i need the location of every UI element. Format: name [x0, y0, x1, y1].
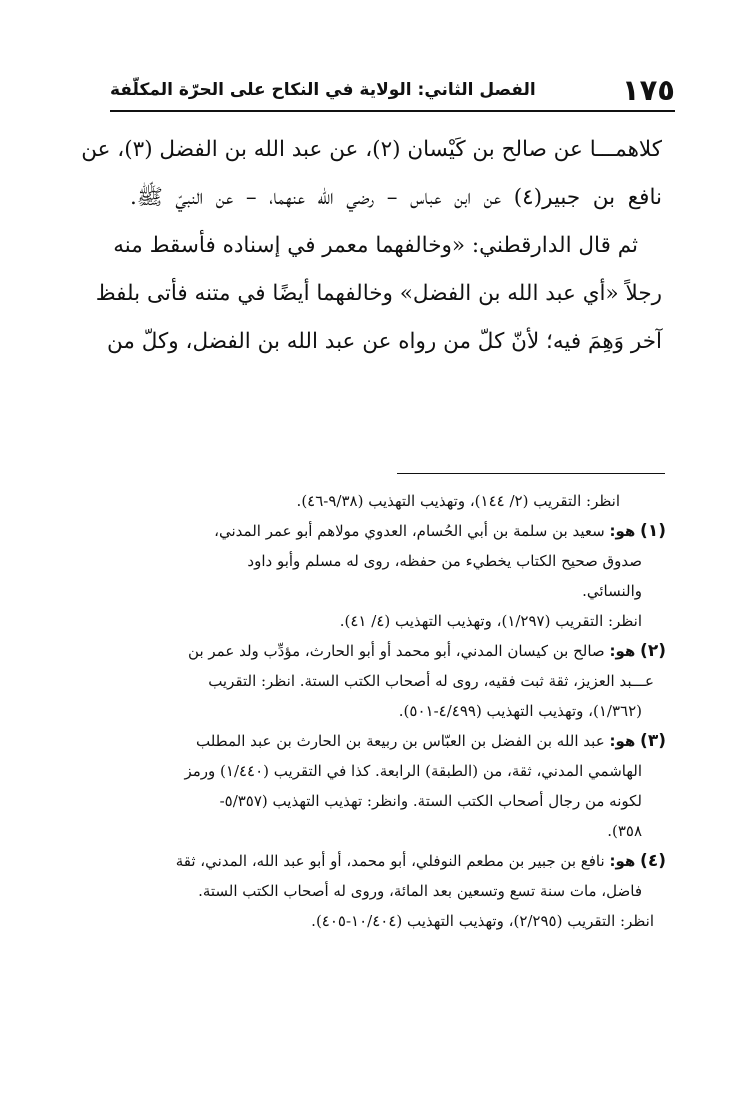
body-line: كلاهمـــا عن صالح بن كَيْسان (٢)، عن عبد الله بن الفضل (٣)، عن	[81, 137, 662, 162]
page-header	[110, 72, 675, 112]
footnote-text: عبد الله بن الفضل بن العبّاس بن ربيعة بن الحارث بن عبد المطلب	[195, 732, 605, 750]
footnote-marker: (١)	[640, 521, 666, 541]
body-line: رجلاً «أي عبد الله بن الفضل» وخالفهما أيضًا في متنه فأتى بلفظ	[95, 281, 662, 306]
main-text	[81, 126, 662, 366]
footnote-intro: هو:	[609, 642, 636, 660]
footnote-intro: هو:	[609, 522, 636, 540]
footnote-line: (١/٣٦٢)، وتهذيب التهذيب (٤/٤٩٩-٥٠١).	[398, 702, 642, 720]
footnote-text: سعيد بن سلمة بن أبي الحُسام، العدوي مولاهم أبو عمر المدني،	[214, 522, 605, 540]
footnote-line: والنسائي.	[582, 582, 642, 600]
footnote-separator	[397, 473, 665, 474]
footnote-line: فاضل، مات سنة تسع وتسعين بعد المائة، وروى له أصحاب الكتب الستة.	[198, 882, 642, 900]
footnote-4-first-line	[146, 846, 666, 876]
header-rule	[110, 110, 675, 112]
body-line: آخر وَهِمَ فيه؛ لأنّ كلّ من رواه عن عبد الله بن الفضل، وكلّ من	[107, 329, 662, 354]
footnote-marker: (٢)	[640, 641, 666, 661]
footnotes	[146, 486, 666, 936]
footnote-line: ٣٥٨).	[607, 822, 642, 840]
body-line: ثم قال الدارقطني: «وخالفهما معمر في إسناده فأسقط منه	[113, 233, 638, 258]
body-line: نافع بن جبير(٤) عن ابن عباس – رضي الله عنهما، – عن النبيّ ﷺ.	[130, 185, 662, 210]
page-number: ١٧٥	[621, 73, 675, 107]
footnote-marker: (٣)	[640, 731, 666, 751]
running-title: الفصل الثاني: الولاية في النكاح على الحرّة المكلّفة	[110, 80, 536, 100]
footnote-2-first-line	[146, 636, 666, 666]
footnote-intro: هو:	[609, 732, 636, 750]
footnote-line: انظر: التقريب (١/٢٩٧)، وتهذيب التهذيب (٤/ ٤١).	[339, 612, 642, 630]
footnote-1-first-line	[146, 516, 666, 546]
footnote-line: انظر: التقريب (٢/٢٩٥)، وتهذيب التهذيب (١٠/٤٠٤-٤٠٥).	[311, 912, 654, 930]
footnote-marker: (٤)	[640, 851, 666, 871]
footnote-text: نافع بن جبير بن مطعم النوفلي، أبو محمد، أو أبو عبد الله، المدني، ثقة	[175, 852, 605, 870]
footnote-line: لكونه من رجال أصحاب الكتب الستة. وانظر: تهذيب التهذيب (٥/٣٥٧-	[219, 792, 642, 810]
footnote-line: صدوق صحيح الكتاب يخطيء من حفظه، روى له مسلم وأبو داود	[247, 552, 642, 570]
footnote-text: صالح بن كيسان المدني، أبو محمد أو أبو الحارث، مؤدِّب ولد عمر بن	[188, 642, 605, 660]
footnote-line: عـــبد العزيز، ثقة ثبت فقيه، روى له أصحاب الكتب الستة. انظر: التقريب	[208, 672, 654, 690]
footnote-line: الهاشمي المدني، ثقة، من (الطبقة) الرابعة. كذا في التقريب (١/٤٤٠) ورمز	[184, 762, 642, 780]
footnote-carry-over: انظر: التقريب (٢/ ١٤٤)، وتهذيب التهذيب (٩/٣٨-٤٦).	[296, 492, 620, 510]
footnote-3-first-line	[146, 726, 666, 756]
footnote-intro: هو:	[609, 852, 636, 870]
